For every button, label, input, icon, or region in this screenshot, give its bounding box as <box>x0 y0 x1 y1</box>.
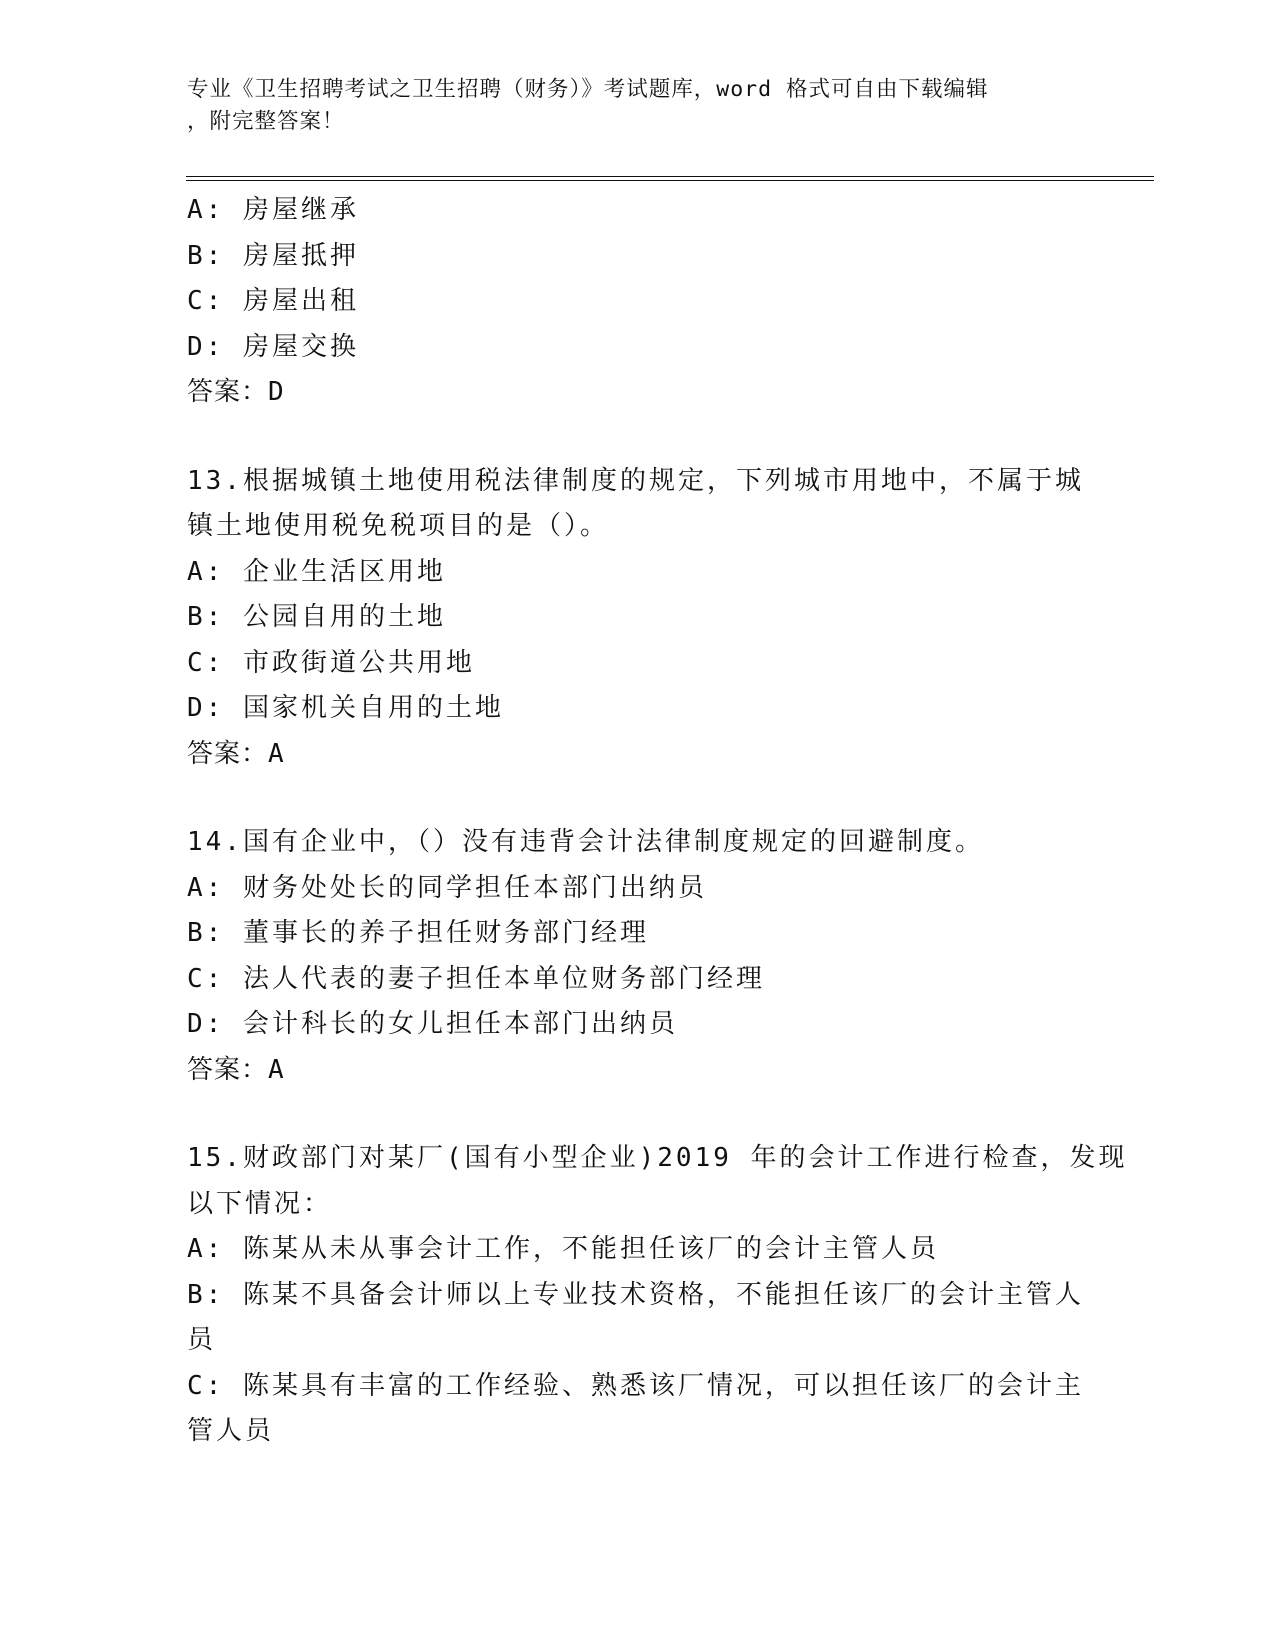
option-b: B: 陈某不具备会计师以上专业技术资格，不能担任该厂的会计主管人 <box>187 1279 1084 1310</box>
option-c: C: 市政街道公共用地 <box>187 647 475 678</box>
question-13 <box>187 459 1087 778</box>
option-d: D: 会计科长的女儿担任本部门出纳员 <box>187 1009 678 1039</box>
question-stem: 15.财政部门对某厂(国有小型企业)2019 年的会计工作进行检查，发现 <box>187 1143 1128 1173</box>
header-line-1: 专业《卫生招聘考试之卫生招聘（财务）》考试题库，word 格式可自由下载编辑 <box>187 77 989 102</box>
question-14 <box>187 820 1087 1093</box>
option-c: C: 法人代表的妻子担任本单位财务部门经理 <box>187 963 765 994</box>
question-15 <box>187 1136 1128 1455</box>
document-header <box>187 74 1067 138</box>
question-list <box>187 188 1128 1455</box>
answer: 答案：A <box>187 1054 285 1085</box>
option-b: B: 董事长的养子担任财务部门经理 <box>187 918 649 948</box>
option-b: B: 房屋抵押 <box>187 240 359 271</box>
answer: 答案：A <box>187 738 285 769</box>
option-a: A: 企业生活区用地 <box>187 556 446 587</box>
option-d: D: 房屋交换 <box>187 331 359 362</box>
option-a: A: 房屋继承 <box>187 195 359 225</box>
header-rule-top <box>186 176 1154 177</box>
option-c: C: 房屋出租 <box>187 286 359 316</box>
header-line-2: ，附完整答案！ <box>187 109 345 134</box>
answer: 答案：D <box>187 377 285 407</box>
option-c-continued: 管人员 <box>187 1416 275 1446</box>
option-b-continued: 员 <box>187 1325 217 1355</box>
question-12 <box>187 188 1087 416</box>
option-c: C: 陈某具有丰富的工作经验、熟悉该厂情况，可以担任该厂的会计主 <box>187 1370 1084 1401</box>
option-a: A: 财务处处长的同学担任本部门出纳员 <box>187 872 707 903</box>
question-stem: 以下情况： <box>187 1188 333 1219</box>
option-a: A: 陈某从未从事会计工作，不能担任该厂的会计主管人员 <box>187 1234 939 1264</box>
option-d: D: 国家机关自用的土地 <box>187 693 504 723</box>
option-b: B: 公园自用的土地 <box>187 602 446 632</box>
question-stem: 14.国有企业中，（）没有违背会计法律制度规定的回避制度。 <box>187 827 984 857</box>
header-rule-bottom <box>186 180 1154 181</box>
question-stem: 镇土地使用税免税项目的是（）。 <box>187 511 610 541</box>
question-stem: 13.根据城镇土地使用税法律制度的规定，下列城市用地中，不属于城 <box>187 465 1084 496</box>
